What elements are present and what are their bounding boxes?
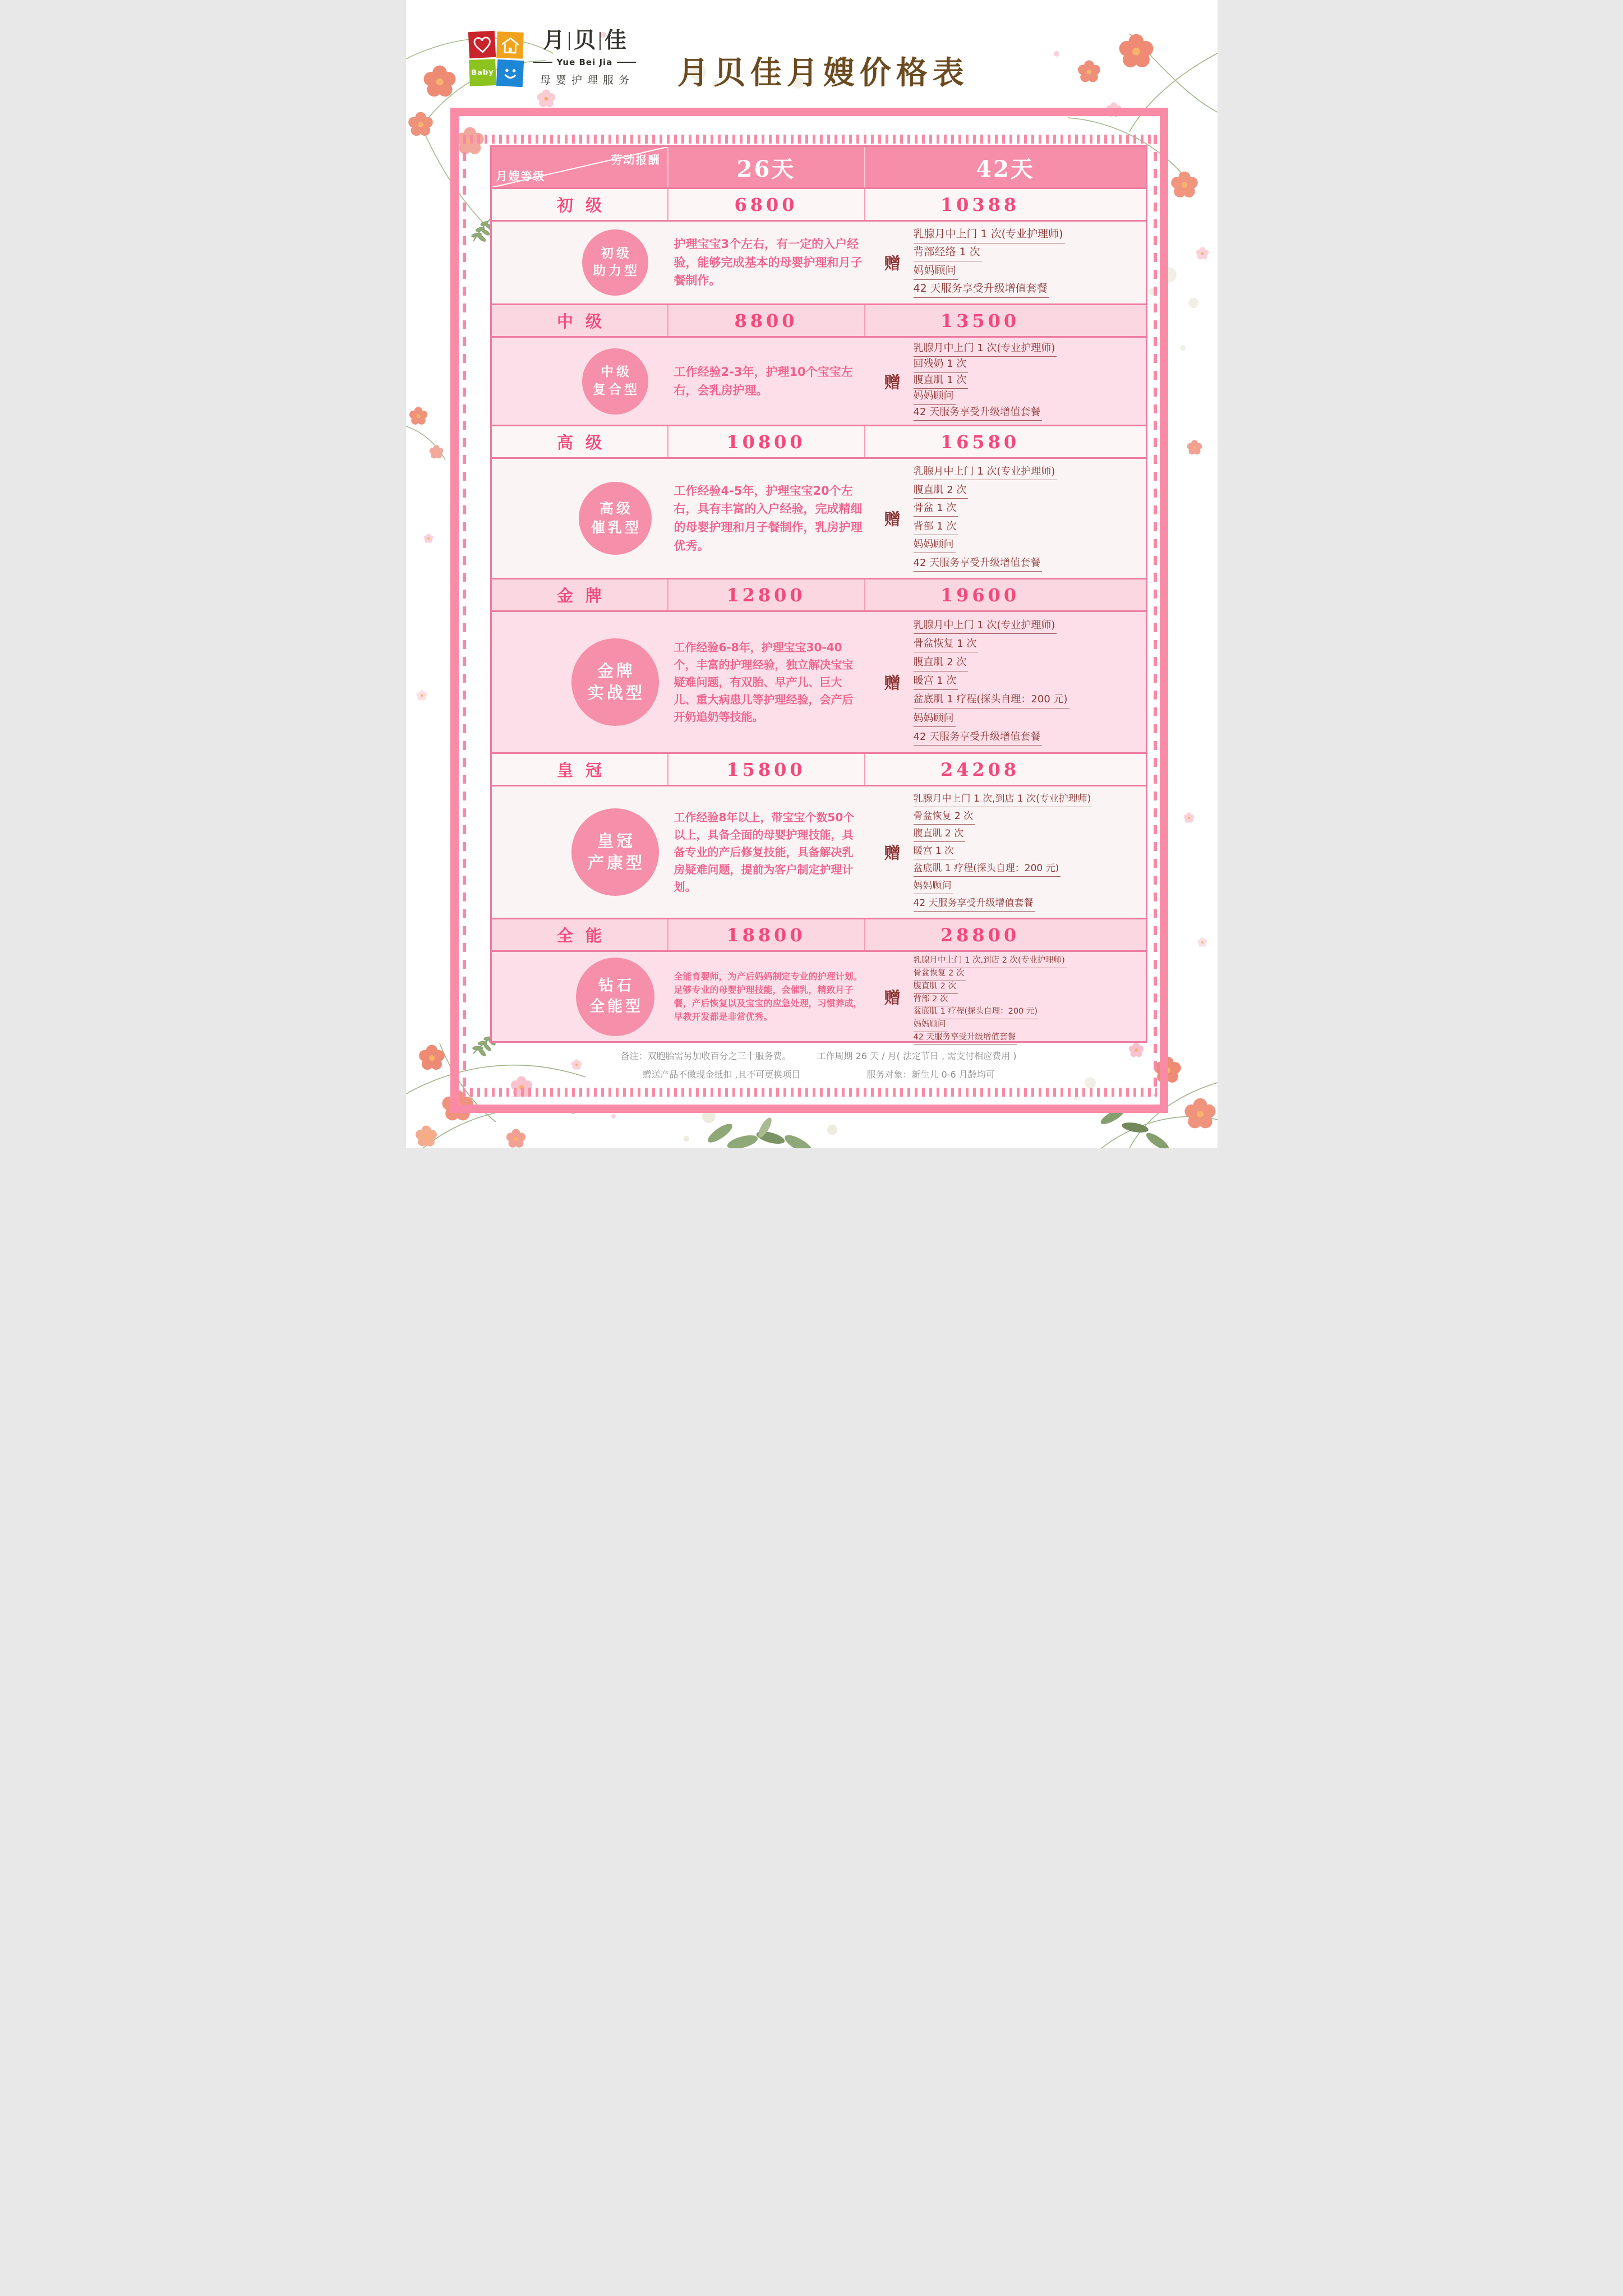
brand-logo (469, 31, 524, 86)
gift-item: 42 天服务享受升级增值套餐 (914, 897, 1035, 912)
gift-item: 42 天服务享受升级增值套餐 (914, 556, 1043, 572)
gift-item: 背部经络 1 次 (914, 245, 982, 261)
description-row (492, 785, 1146, 918)
note-gifts-policy: 赠送产品不做现金抵扣 ,且不可更换项目 (642, 1069, 801, 1080)
price-42-days: 16580 (940, 431, 1020, 453)
table-header-row (492, 147, 1146, 187)
gift-item: 乳腺月中上门 1 次,到店 1 次(专业护理师) (914, 793, 1093, 807)
badge-line: 助力型 (593, 264, 640, 278)
price-poster (406, 0, 1218, 1148)
gift-label: 赠 (884, 988, 901, 1007)
gift-item: 妈妈顾问 (914, 389, 956, 404)
heart-icon (468, 31, 495, 58)
level-label: 皇冠 (492, 754, 668, 785)
gift-item: 骨盆恢复 1 次 (914, 637, 979, 652)
gift-item: 乳腺月中上门 1 次(专业护理师) (914, 227, 1065, 243)
level-badge (571, 638, 659, 726)
corner-cell (492, 147, 668, 187)
level-badge (582, 348, 648, 415)
price-row (492, 578, 1146, 610)
gift-item: 盆底肌 1 疗程(探头自理：200 元) (914, 693, 1069, 708)
brand-char: 月 (542, 28, 565, 53)
price-table (490, 145, 1147, 1043)
gift-item: 乳腺月中上门 1 次(专业护理师) (914, 619, 1057, 634)
gift-item: 乳腺月中上门 1 次,到店 2 次(专业护理师) (914, 955, 1067, 968)
price-26-days: 6800 (668, 189, 865, 220)
badge-line: 中级 (601, 365, 632, 380)
badge-line: 皇冠 (597, 831, 635, 850)
price-42-days: 10388 (940, 194, 1020, 215)
description-row (492, 336, 1146, 425)
note-service-target: 服务对象：新生儿 0-6 月龄均可 (866, 1069, 995, 1080)
house-icon (496, 31, 524, 59)
gift-item: 回残奶 1 次 (914, 357, 969, 372)
gift-item: 骨盆恢复 2 次 (914, 968, 966, 981)
gift-label: 赠 (884, 509, 901, 529)
level-badge (582, 229, 648, 296)
corner-label-compensation: 劳动报酬 (611, 153, 661, 167)
level-badge (576, 958, 654, 1036)
gift-item: 妈妈顾问 (914, 538, 956, 553)
level-badge (579, 482, 652, 555)
level-badge (571, 808, 659, 896)
price-row (492, 303, 1146, 336)
gift-list (914, 790, 1139, 914)
note-work-cycle: 工作周期 26 天 / 月( 法定节日 , 需支付相应费用 ) (817, 1051, 1017, 1061)
corner-label-level: 月嫂等级 (496, 169, 546, 183)
price-26-days: 10800 (668, 426, 865, 457)
gift-item: 42 天服务享受升级增值套餐 (914, 730, 1043, 746)
brand-romanization: Yue Bei Jia (532, 57, 638, 67)
gift-list (914, 462, 1139, 574)
gift-label: 赠 (884, 254, 901, 273)
level-label: 全能 (492, 919, 668, 950)
level-label: 中级 (492, 305, 668, 336)
page-title: 月贝佳月嫂价格表 (677, 54, 969, 91)
gift-list (914, 225, 1139, 300)
note-twins: 备注：双胞胎需另加收百分之三十服务费。 (620, 1051, 791, 1061)
brand-tagline: 母婴护理服务 (540, 73, 634, 86)
gift-item: 腹直肌 2 次 (914, 484, 969, 499)
price-42-days: 28800 (940, 924, 1020, 946)
level-description: 全能育婴师，为产后妈妈制定专业的护理计划。足够专业的母婴护理技能，会催乳，精致月子餐，产后恢复以及宝宝的应急处理，习惯养成，早教开发都是非常优秀。 (674, 970, 863, 1022)
brand-name (532, 29, 638, 53)
price-26-days: 15800 (668, 754, 865, 785)
gift-item: 妈妈顾问 (914, 264, 958, 280)
gift-item: 妈妈顾问 (914, 880, 953, 894)
level-label: 高级 (492, 426, 668, 457)
badge-line: 金牌 (597, 661, 635, 680)
badge-line: 高级 (599, 500, 633, 517)
gift-item: 暖宫 1 次 (914, 674, 958, 689)
footer-notes (490, 1049, 1147, 1086)
gift-item: 腹直肌 2 次 (914, 827, 966, 842)
price-row (492, 918, 1146, 950)
brand-char: 贝 (573, 28, 596, 53)
price-row (492, 187, 1146, 220)
column-header-42-days: 42天 (976, 155, 1035, 182)
badge-line: 实战型 (587, 683, 645, 702)
dashed-border-top (463, 135, 1157, 144)
brand-char: 佳 (605, 28, 627, 53)
description-row (492, 220, 1146, 303)
gift-list (914, 341, 1139, 421)
level-description: 工作经验8年以上，带宝宝个数50个以上，具备全面的母婴护理技能，具备专业的产后修复技能，具备解决乳房疑难问题，提前为客户制定护理计划。 (674, 810, 855, 894)
gift-item: 背部 2 次 (914, 994, 950, 1007)
gift-item: 42 天服务享受升级增值套餐 (914, 282, 1049, 298)
gift-item: 腹直肌 2 次 (914, 656, 969, 671)
gift-item: 腹直肌 2 次 (914, 981, 958, 994)
gift-item: 暖宫 1 次 (914, 845, 956, 859)
price-row (492, 425, 1146, 457)
column-header-26-days: 26天 (668, 147, 865, 187)
gift-item: 42 天服务享受升级增值套餐 (914, 406, 1043, 421)
gift-item: 盆底肌 1 疗程(探头自理：200 元) (914, 862, 1061, 877)
description-row (492, 457, 1146, 578)
level-description: 工作经验2-3年，护理10个宝宝左右，会乳房护理。 (674, 365, 853, 397)
gift-item: 乳腺月中上门 1 次(专业护理师) (914, 342, 1057, 357)
smiley-icon (496, 59, 523, 87)
badge-line: 钻石 (598, 977, 634, 995)
price-26-days: 18800 (668, 919, 865, 950)
gift-list (913, 955, 1139, 1042)
badge-line: 复合型 (593, 382, 640, 397)
gift-item: 乳腺月中上门 1 次(专业护理师) (914, 465, 1057, 480)
badge-line: 产康型 (587, 853, 645, 872)
gift-item: 腹直肌 1 次 (914, 374, 969, 389)
price-42-days: 19600 (940, 584, 1020, 606)
price-row (492, 752, 1146, 785)
badge-line: 全能型 (589, 997, 643, 1015)
badge-line: 初级 (601, 246, 632, 261)
dashed-border-right (1154, 135, 1157, 1096)
gift-item: 盆底肌 1 疗程(探头自理：200 元) (914, 1006, 1040, 1019)
price-42-days: 13500 (940, 310, 1020, 332)
gift-item: 妈妈顾问 (914, 712, 956, 727)
price-26-days: 8800 (668, 305, 865, 336)
gift-label: 赠 (884, 843, 901, 863)
gift-label: 赠 (884, 372, 901, 392)
level-label: 初级 (492, 189, 668, 220)
level-description: 工作经验6-8年，护理宝宝30-40个，丰富的护理经验，独立解决宝宝疑难问题，有双胎、早产儿、巨大儿、重大病患儿等护理经验，会产后开奶追奶等技能。 (674, 640, 854, 724)
level-label: 金牌 (492, 579, 668, 610)
baby-label: Baby (469, 59, 496, 86)
gift-item: 妈妈顾问 (914, 1019, 948, 1032)
description-row (492, 610, 1146, 752)
gift-item: 骨盆 1 次 (914, 501, 958, 517)
level-description: 护理宝宝3个左右，有一定的入户经验，能够完成基本的母婴护理和月子餐制作。 (674, 237, 863, 288)
gift-item: 骨盆恢复 2 次 (914, 810, 975, 825)
level-description: 工作经验4-5年，护理宝宝20个左右，具有丰富的入户经验，完成精细的母婴护理和月子餐制作，乳房护理优秀。 (674, 484, 863, 553)
price-42-days: 24208 (940, 758, 1020, 780)
dashed-border-left (463, 135, 466, 1096)
gift-item: 背部 1 次 (914, 520, 958, 535)
badge-line: 催乳型 (591, 519, 642, 536)
price-26-days: 12800 (668, 579, 865, 610)
gift-list (914, 615, 1139, 749)
gift-label: 赠 (884, 673, 901, 693)
gift-item: 42 天服务享受升级增值套餐 (914, 1032, 1018, 1045)
description-row (492, 950, 1146, 1041)
brand-text-block (532, 29, 638, 87)
dashed-border-bottom (463, 1088, 1157, 1097)
